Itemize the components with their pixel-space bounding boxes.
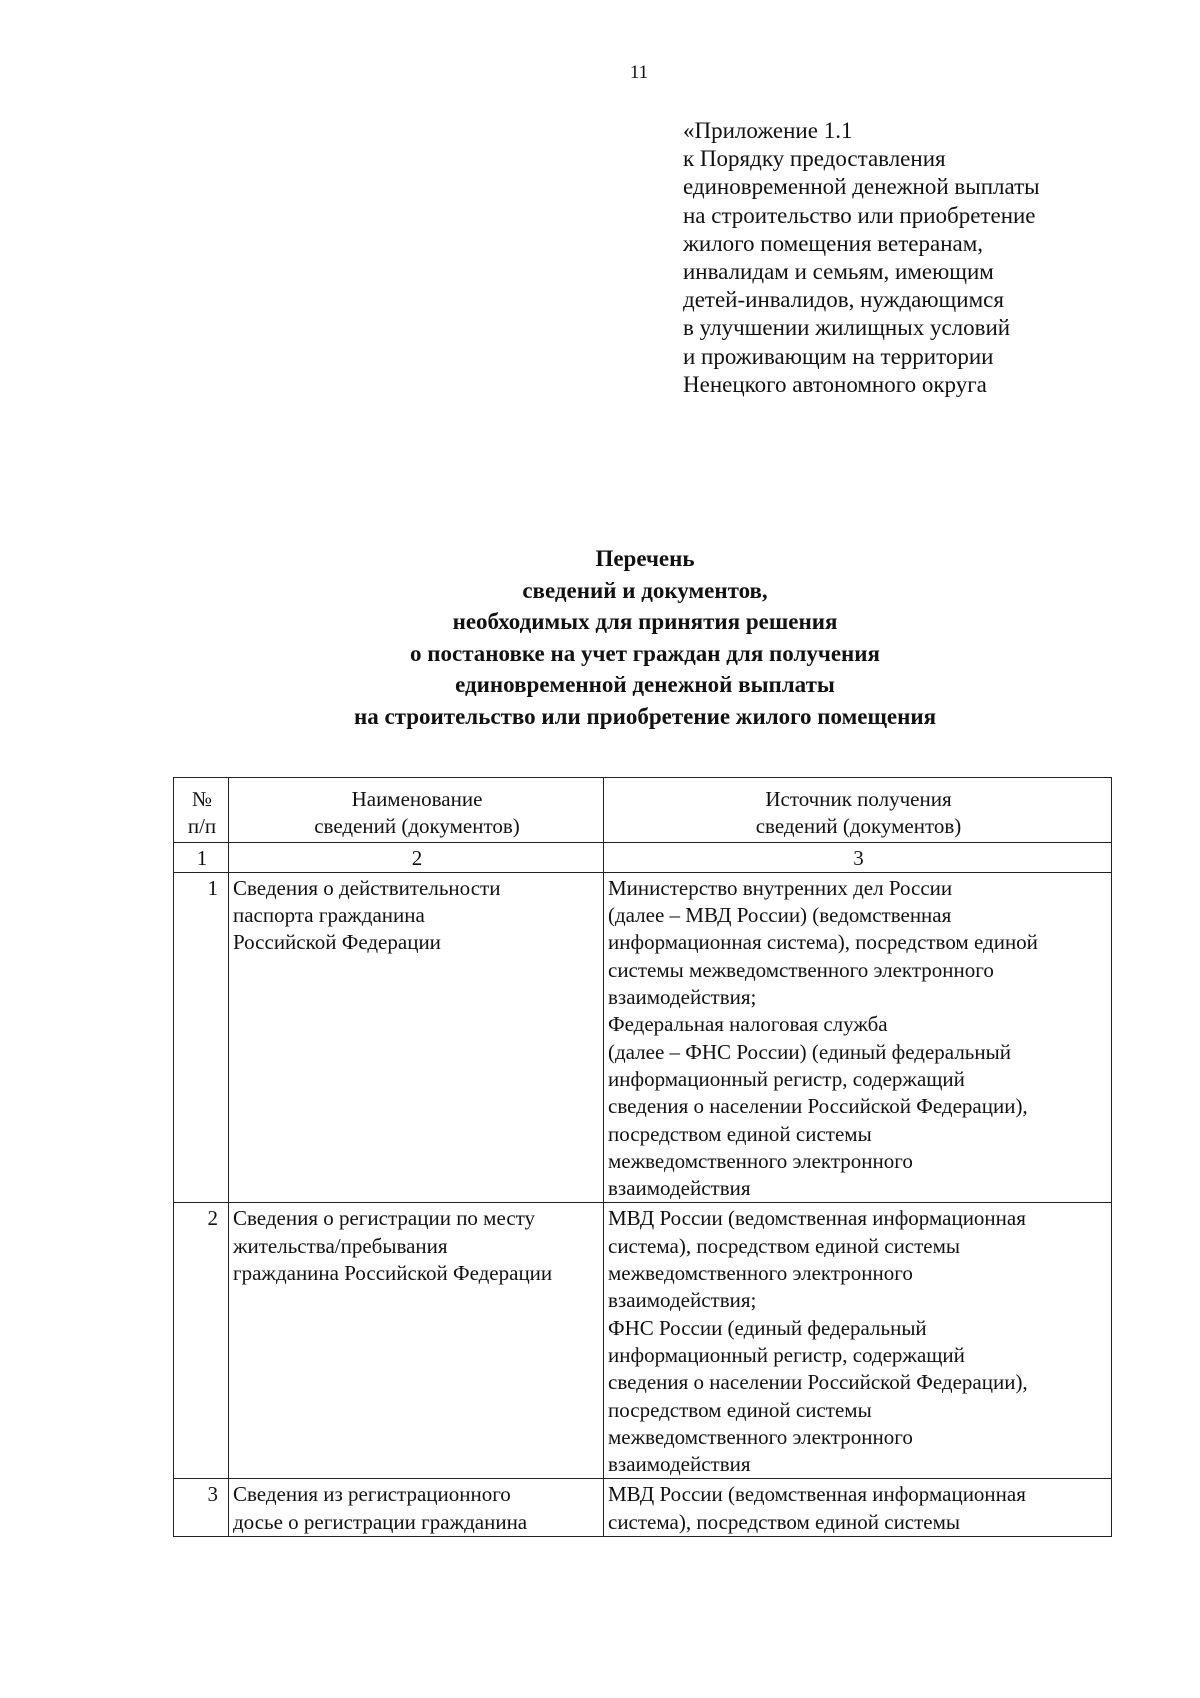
source-line: посредством единой системы bbox=[608, 1397, 872, 1422]
header-source bbox=[604, 778, 1112, 843]
table-row bbox=[174, 872, 1112, 1203]
appendix-heading bbox=[683, 117, 1153, 399]
title-line: на строительство или приобретение жилого помещения bbox=[353, 703, 937, 729]
source-line: посредством единой системы bbox=[608, 1121, 872, 1146]
title-line: единовременной денежной выплаты bbox=[455, 672, 835, 698]
source-line: система), посредством единой системы bbox=[608, 1509, 961, 1534]
document-name-cell bbox=[229, 872, 604, 1203]
appendix-line: «Приложение 1.1 bbox=[683, 118, 853, 143]
document-name-line: гражданина Российской Федерации bbox=[233, 1261, 553, 1286]
source-line: системы межведомственного электронного bbox=[608, 957, 994, 982]
source-line: Федеральная налоговая служба bbox=[608, 1012, 888, 1037]
source-line: межведомственного электронного bbox=[608, 1148, 913, 1173]
page-number: 11 bbox=[629, 62, 649, 83]
table-row bbox=[174, 1479, 1112, 1537]
document-name-line: жительства/пребывания bbox=[233, 1233, 448, 1258]
source-line: информационный регистр, содержащий bbox=[608, 1342, 965, 1367]
document-title bbox=[0, 543, 1200, 733]
row-number-cell bbox=[174, 872, 229, 1203]
document-source-cell bbox=[604, 1203, 1112, 1479]
source-line: межведомственного электронного bbox=[608, 1424, 913, 1449]
source-line: (далее – МВД России) (ведомственная bbox=[608, 903, 952, 928]
row-number: 2 bbox=[207, 1206, 218, 1231]
source-line: взаимодействия; bbox=[608, 1288, 757, 1313]
document-name-line: Сведения из регистрационного bbox=[233, 1482, 511, 1507]
source-line: МВД России (ведомственная информационная bbox=[608, 1206, 1026, 1231]
document-name-line: Сведения о регистрации по месту bbox=[233, 1206, 536, 1231]
column-number: 2 bbox=[229, 842, 604, 872]
source-line: (далее – ФНС России) (единый федеральный bbox=[608, 1039, 1011, 1064]
appendix-line: к Порядку предоставления bbox=[683, 146, 946, 172]
header-line: сведений (документов) bbox=[314, 814, 520, 839]
appendix-line: и проживающим на территории bbox=[683, 343, 994, 369]
source-line: МВД России (ведомственная информационная bbox=[608, 1482, 1026, 1507]
source-line: межведомственного электронного bbox=[608, 1261, 913, 1286]
header-name bbox=[229, 778, 604, 843]
table-row bbox=[174, 1203, 1112, 1479]
header-number bbox=[174, 778, 229, 843]
source-line: сведения о населении Российской Федерации), bbox=[608, 1370, 1028, 1395]
source-line: сведения о населении Российской Федерации), bbox=[608, 1094, 1028, 1119]
source-line: информационная система), посредством единой bbox=[608, 930, 1038, 955]
appendix-line: жилого помещения ветеранам, bbox=[683, 230, 984, 256]
document-name-line: паспорта гражданина bbox=[233, 903, 425, 928]
header-line: Наименование bbox=[351, 787, 483, 811]
source-line: ФНС России (единый федеральный bbox=[608, 1315, 927, 1340]
header-line: Источник получения bbox=[765, 787, 952, 811]
appendix-line: на строительство или приобретение bbox=[683, 202, 1036, 228]
document-source-cell bbox=[604, 1479, 1112, 1537]
appendix-line: Ненецкого автономного округа bbox=[683, 371, 987, 397]
appendix-line: единовременной денежной выплаты bbox=[683, 174, 1040, 200]
title-line: Перечень bbox=[595, 546, 695, 571]
document-source-cell bbox=[604, 872, 1112, 1203]
appendix-line: инвалидам и семьям, имеющим bbox=[683, 259, 994, 285]
column-number: 3 bbox=[604, 842, 1112, 872]
title-line: о постановке на учет граждан для получения bbox=[409, 640, 881, 666]
table-header-row bbox=[174, 778, 1112, 843]
appendix-line: в улучшении жилищных условий bbox=[683, 315, 1011, 341]
column-number-row bbox=[174, 842, 1112, 872]
source-line: взаимодействия; bbox=[608, 985, 757, 1010]
header-line: п/п bbox=[187, 814, 217, 839]
document-name-cell bbox=[229, 1203, 604, 1479]
row-number-cell bbox=[174, 1479, 229, 1537]
header-line: № bbox=[191, 787, 213, 811]
source-line: взаимодействия bbox=[608, 1452, 751, 1477]
row-number-cell bbox=[174, 1203, 229, 1479]
row-number: 3 bbox=[207, 1482, 218, 1507]
document-name-line: досье о регистрации гражданина bbox=[233, 1509, 528, 1534]
title-line: сведений и документов, bbox=[522, 577, 768, 603]
appendix-line: детей-инвалидов, нуждающимся bbox=[683, 287, 1004, 313]
source-line: информационный регистр, содержащий bbox=[608, 1066, 965, 1091]
row-number: 1 bbox=[207, 875, 218, 900]
source-line: система), посредством единой системы bbox=[608, 1233, 961, 1258]
document-name-line: Российской Федерации bbox=[233, 930, 441, 955]
document-name-cell bbox=[229, 1479, 604, 1537]
documents-table bbox=[173, 777, 1112, 1537]
document-name-line: Сведения о действительности bbox=[233, 875, 501, 900]
source-line: взаимодействия bbox=[608, 1176, 751, 1201]
title-line: необходимых для принятия решения bbox=[452, 609, 838, 635]
header-line: сведений (документов) bbox=[755, 814, 962, 839]
source-line: Министерство внутренних дел России bbox=[608, 875, 953, 900]
column-number: 1 bbox=[174, 842, 229, 872]
